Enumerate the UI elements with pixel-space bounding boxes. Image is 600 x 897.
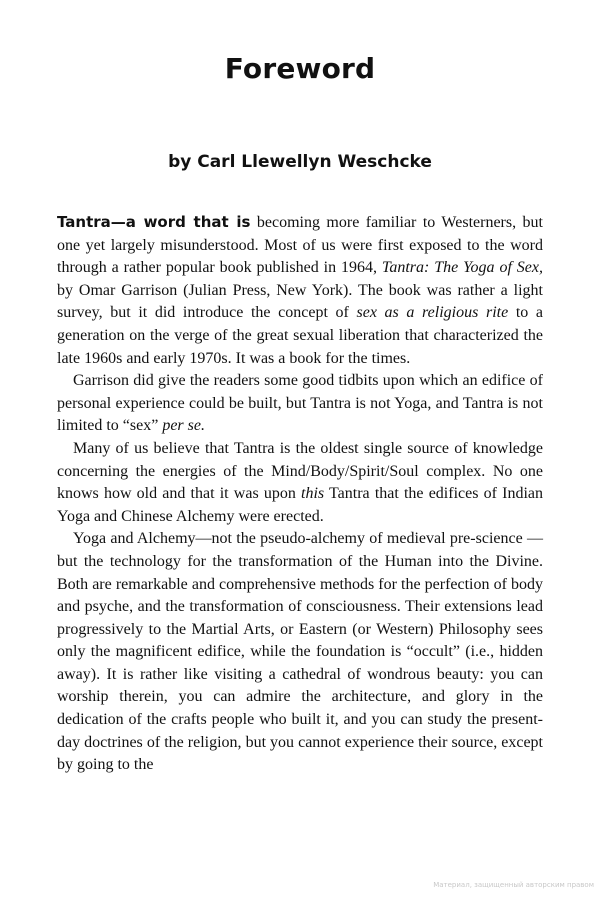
copyright-watermark: Материал, защищенный авторским правом [433,881,594,889]
lead-in: Tantra—a word that is [57,213,251,231]
author-byline: by Carl Llewellyn Weschcke [168,152,432,172]
paragraph-1 [57,211,543,370]
body-text [57,211,543,777]
paragraph-3-text-b: Tantra that the edifices of Indian Yoga and Chinese Alchemy were erected. [57,485,543,525]
paragraph-3 [57,438,543,528]
paragraph-1-text-b: by Omar Garrison (Julian Press, New York). The book was rather a light survey, but it did introduce the concept of [57,281,543,322]
paragraph-4-text-a: Yoga and Alchemy—not the pseudo-alchemy of medieval pre-science —but the technology for the transformation of the Human into the Divine. Both are remarkable and comprehensive methods for the perfection of body and psyche, and the transformation of consciousness. Their extensions lead progressively to the Martial Arts, or Eastern (or Western) Philosophy sees only the magnificent edifice, while the foundation is “occult” (i.e., hidden away). It is rather like visiting a cathedral of wondrous beauty: you can worship therein, you can admire the architecture, and glory in the dedication of the crafts people who built it, and you can study the present-day doctrines of the religion, but you cannot experience their source, except by going to the [57,530,543,774]
paragraph-3-text-a: Many of us believe that Tantra is the oldest single source of knowledge concerning the energies of the Mind/Body/Spirit/Soul complex. No one knows how old and that it was upon [57,439,543,503]
paragraph-2 [57,370,543,438]
paragraph-2-text-a: Garrison did give the readers some good tidbits upon which an edifice of personal experience could be built, but Tantra is not Yoga, and Tantra is not limited to “sex” [57,372,543,435]
book-title-italic: Tantra: The Yoga of Sex, [381,259,544,277]
paragraph-1-text-c: to a generation on the verge of the great sexual liberation that characterized the late 1960s and early 1970s. It was a book for the times. [57,304,544,367]
emphasis-italic: per se. [162,417,205,435]
emphasis-italic: this [301,485,325,503]
page-title: Foreword [224,52,376,85]
emphasis-italic: sex as a religious rite [356,304,509,322]
paragraph-4 [57,528,543,777]
paragraph-1-text-a: becoming more familiar to Westerners, but one yet largely misunderstood. Most of us were first exposed to the word through a rather popular book published in 1964, [57,214,544,277]
